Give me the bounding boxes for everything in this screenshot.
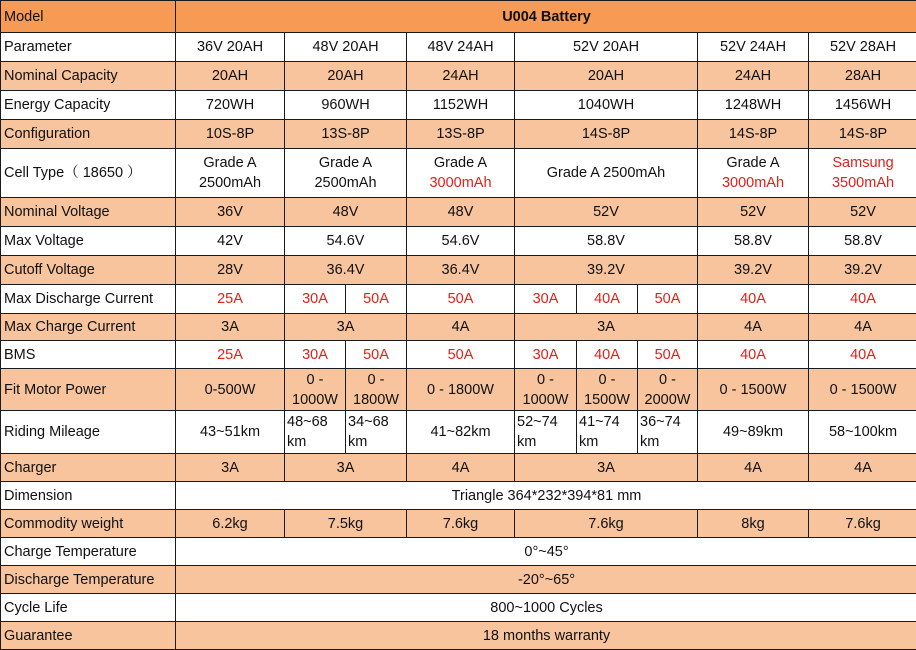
table-row-cycle-life bbox=[1, 594, 916, 622]
table-cell: 52V bbox=[698, 198, 809, 227]
table-row-charge-temperature bbox=[1, 538, 916, 566]
row-label: Guarantee bbox=[1, 622, 176, 650]
cell-line-highlight: 3000mAh bbox=[721, 175, 785, 191]
table-cell: 3A bbox=[176, 454, 285, 482]
table-cell: 54.6V bbox=[407, 227, 515, 256]
table-cell: 7.6kg bbox=[809, 510, 916, 538]
table-cell: 50A bbox=[346, 341, 407, 369]
cell-line: 0 - bbox=[659, 371, 676, 388]
table-cell: 40A bbox=[577, 341, 638, 369]
table-cell: 30A bbox=[285, 285, 346, 314]
table-row-commodity-weight bbox=[1, 510, 916, 538]
table-cell: 41~82km bbox=[407, 411, 515, 454]
cell-line: Grade A bbox=[203, 155, 257, 171]
table-cell: 52V 28AH bbox=[809, 33, 916, 62]
table-cell: 4A bbox=[809, 314, 916, 341]
cell-line: 36~74 bbox=[640, 414, 681, 430]
table-cell: 3A bbox=[515, 454, 698, 482]
table-row-cutoff-voltage bbox=[1, 256, 916, 285]
table-cell: 50A bbox=[638, 341, 698, 369]
row-label: Discharge Temperature bbox=[1, 566, 176, 594]
table-cell bbox=[346, 369, 407, 411]
table-row-fit-motor-power bbox=[1, 369, 916, 411]
table-cell: 4A bbox=[698, 314, 809, 341]
table-cell: 40A bbox=[698, 285, 809, 314]
table-cell bbox=[285, 369, 346, 411]
table-cell: 58.8V bbox=[515, 227, 698, 256]
cell-line: 52~74 bbox=[517, 414, 558, 430]
table-row-max-discharge-current bbox=[1, 285, 916, 314]
table-cell bbox=[698, 149, 809, 198]
row-label: Charge Temperature bbox=[1, 538, 176, 566]
table-cell: 1152WH bbox=[407, 91, 515, 120]
table-cell: 50A bbox=[407, 341, 515, 369]
table-cell: 58~100km bbox=[809, 411, 916, 454]
table-cell bbox=[638, 411, 698, 454]
table-cell: 42V bbox=[176, 227, 285, 256]
cell-line: Grade A bbox=[318, 155, 373, 171]
table-cell: 3A bbox=[515, 314, 698, 341]
cell-line: 0 - bbox=[598, 371, 616, 388]
table-cell: 20AH bbox=[176, 62, 285, 91]
row-label: BMS bbox=[1, 341, 176, 369]
table-cell: 0°~45° bbox=[176, 538, 916, 566]
table-row-energy-capacity bbox=[1, 91, 916, 120]
table-cell: 52V 20AH bbox=[515, 33, 698, 62]
table-cell: 7.6kg bbox=[515, 510, 698, 538]
table-cell: 4A bbox=[698, 454, 809, 482]
table-cell: 58.8V bbox=[698, 227, 809, 256]
table-row-max-voltage bbox=[1, 227, 916, 256]
table-cell: 39.2V bbox=[515, 256, 698, 285]
table-cell: 40A bbox=[809, 285, 916, 314]
table-cell: 43~51km bbox=[176, 411, 285, 454]
table-cell: Triangle 364*232*394*81 mm bbox=[176, 482, 916, 510]
row-label: Parameter bbox=[1, 33, 176, 62]
table-cell: 48V 24AH bbox=[407, 33, 515, 62]
table-cell bbox=[577, 411, 638, 454]
table-cell: 30A bbox=[515, 341, 577, 369]
cell-line: 2000W bbox=[644, 391, 691, 408]
table-cell: 1456WH bbox=[809, 91, 916, 120]
row-label: Max Charge Current bbox=[1, 314, 176, 341]
row-label: Cell Type（ 18650 ） bbox=[1, 149, 176, 198]
cell-line: km bbox=[640, 434, 660, 450]
table-cell: 4A bbox=[809, 454, 916, 482]
table-row-cell-type bbox=[1, 149, 916, 198]
cell-line: 0 - bbox=[367, 371, 385, 388]
table-cell: 1248WH bbox=[698, 91, 809, 120]
table-cell bbox=[577, 369, 638, 411]
row-label: Dimension bbox=[1, 482, 176, 510]
table-cell bbox=[638, 369, 698, 411]
table-cell: 24AH bbox=[407, 62, 515, 91]
cell-line: km bbox=[287, 434, 307, 450]
table-cell: 0 - 1500W bbox=[809, 369, 916, 411]
header-row bbox=[1, 1, 916, 33]
cell-line: 2500mAh bbox=[198, 175, 262, 191]
cell-line-highlight: 3000mAh bbox=[429, 175, 492, 191]
table-cell: 52V 24AH bbox=[698, 33, 809, 62]
table-cell: 50A bbox=[638, 285, 698, 314]
table-cell: 40A bbox=[809, 341, 916, 369]
table-cell: 25A bbox=[176, 285, 285, 314]
table-cell: 58.8V bbox=[809, 227, 916, 256]
table-cell: 39.2V bbox=[809, 256, 916, 285]
table-cell: 52V bbox=[515, 198, 698, 227]
cell-line: Grade A bbox=[433, 155, 488, 171]
model-label: Model bbox=[1, 1, 176, 33]
table-cell: 50A bbox=[407, 285, 515, 314]
cell-line: 41~74 bbox=[579, 414, 620, 430]
table-cell: 800~1000 Cycles bbox=[176, 594, 916, 622]
table-cell: 0 - 1800W bbox=[407, 369, 515, 411]
table-cell-highlight bbox=[809, 149, 916, 198]
table-cell: 40A bbox=[698, 341, 809, 369]
table-cell: 13S-8P bbox=[285, 120, 407, 149]
cell-line: 0 - bbox=[306, 371, 324, 388]
table-row-charger bbox=[1, 454, 916, 482]
table-cell: 24AH bbox=[698, 62, 809, 91]
table-cell bbox=[285, 149, 407, 198]
table-cell: 0-500W bbox=[176, 369, 285, 411]
table-cell: 720WH bbox=[176, 91, 285, 120]
table-cell bbox=[176, 149, 285, 198]
row-label: Energy Capacity bbox=[1, 91, 176, 120]
table-cell: 48V 20AH bbox=[285, 33, 407, 62]
table-cell: 25A bbox=[176, 341, 285, 369]
table-row-nominal-voltage bbox=[1, 198, 916, 227]
table-cell: 54.6V bbox=[285, 227, 407, 256]
table-cell bbox=[407, 149, 515, 198]
table-cell: 3A bbox=[285, 454, 407, 482]
table-cell: 36V 20AH bbox=[176, 33, 285, 62]
table-cell: 14S-8P bbox=[809, 120, 916, 149]
table-cell bbox=[515, 411, 577, 454]
row-label: Charger bbox=[1, 454, 176, 482]
table-cell: 8kg bbox=[698, 510, 809, 538]
cell-line: km bbox=[348, 434, 368, 450]
table-cell: 7.5kg bbox=[285, 510, 407, 538]
cell-line: Samsung bbox=[832, 155, 894, 171]
table-row-parameter bbox=[1, 33, 916, 62]
table-cell bbox=[346, 411, 407, 454]
table-row-max-charge-current bbox=[1, 314, 916, 341]
table-row-bms bbox=[1, 341, 916, 369]
table-cell: 1040WH bbox=[515, 91, 698, 120]
table-cell: 36.4V bbox=[407, 256, 515, 285]
table-cell: 52V bbox=[809, 198, 916, 227]
table-cell: 40A bbox=[577, 285, 638, 314]
table-cell bbox=[515, 369, 577, 411]
row-label: Commodity weight bbox=[1, 510, 176, 538]
table-cell: 28AH bbox=[809, 62, 916, 91]
table-cell: 3A bbox=[285, 314, 407, 341]
table-cell: 36V bbox=[176, 198, 285, 227]
cell-line: 0 - bbox=[537, 371, 554, 388]
table-title: U004 Battery bbox=[176, 1, 916, 33]
table-row-riding-mileage bbox=[1, 411, 916, 454]
row-label: Riding Mileage bbox=[1, 411, 176, 454]
cell-line: 1800W bbox=[353, 391, 399, 408]
cell-line: km bbox=[579, 434, 599, 450]
cell-line: 48~68 bbox=[287, 414, 328, 430]
cell-line: km bbox=[517, 434, 537, 450]
table-cell: 48V bbox=[407, 198, 515, 227]
cell-line: 1000W bbox=[292, 391, 338, 408]
table-row-nominal-capacity bbox=[1, 62, 916, 91]
table-cell: 3A bbox=[176, 314, 285, 341]
cell-line: 34~68 bbox=[348, 414, 389, 430]
row-label: Max Discharge Current bbox=[1, 285, 176, 314]
table-cell: 49~89km bbox=[698, 411, 809, 454]
table-cell: Grade A 2500mAh bbox=[515, 149, 698, 198]
table-cell: 39.2V bbox=[698, 256, 809, 285]
row-label: Cycle Life bbox=[1, 594, 176, 622]
table-row-dimension bbox=[1, 482, 916, 510]
table-row-discharge-temperature bbox=[1, 566, 916, 594]
row-label: Max Voltage bbox=[1, 227, 176, 256]
table-row-configuration bbox=[1, 120, 916, 149]
row-label: Configuration bbox=[1, 120, 176, 149]
table-cell: 14S-8P bbox=[698, 120, 809, 149]
table-cell: 0 - 1500W bbox=[698, 369, 809, 411]
table-cell: 30A bbox=[515, 285, 577, 314]
table-cell: 30A bbox=[285, 341, 346, 369]
table-cell: 6.2kg bbox=[176, 510, 285, 538]
table-cell: 48V bbox=[285, 198, 407, 227]
table-cell: 28V bbox=[176, 256, 285, 285]
table-cell: 4A bbox=[407, 454, 515, 482]
cell-line: 1000W bbox=[522, 391, 569, 408]
row-label: Nominal Voltage bbox=[1, 198, 176, 227]
row-label: Nominal Capacity bbox=[1, 62, 176, 91]
table-cell: 960WH bbox=[285, 91, 407, 120]
table-cell: 10S-8P bbox=[176, 120, 285, 149]
table-cell: 50A bbox=[346, 285, 407, 314]
row-label: Fit Motor Power bbox=[1, 369, 176, 411]
table-cell: 14S-8P bbox=[515, 120, 698, 149]
table-cell: 20AH bbox=[285, 62, 407, 91]
table-cell: 13S-8P bbox=[407, 120, 515, 149]
table-cell: -20°~65° bbox=[176, 566, 916, 594]
table-cell bbox=[285, 411, 346, 454]
cell-line: Grade A bbox=[726, 155, 780, 171]
row-label: Cutoff Voltage bbox=[1, 256, 176, 285]
table-cell: 7.6kg bbox=[407, 510, 515, 538]
table-cell: 18 months warranty bbox=[176, 622, 916, 650]
table-cell: 36.4V bbox=[285, 256, 407, 285]
table-row-guarantee bbox=[1, 622, 916, 650]
cell-line: 2500mAh bbox=[314, 175, 377, 191]
table-cell: 4A bbox=[407, 314, 515, 341]
table-cell: 20AH bbox=[515, 62, 698, 91]
cell-line: 3500mAh bbox=[831, 175, 895, 191]
cell-line: 1500W bbox=[584, 391, 630, 408]
